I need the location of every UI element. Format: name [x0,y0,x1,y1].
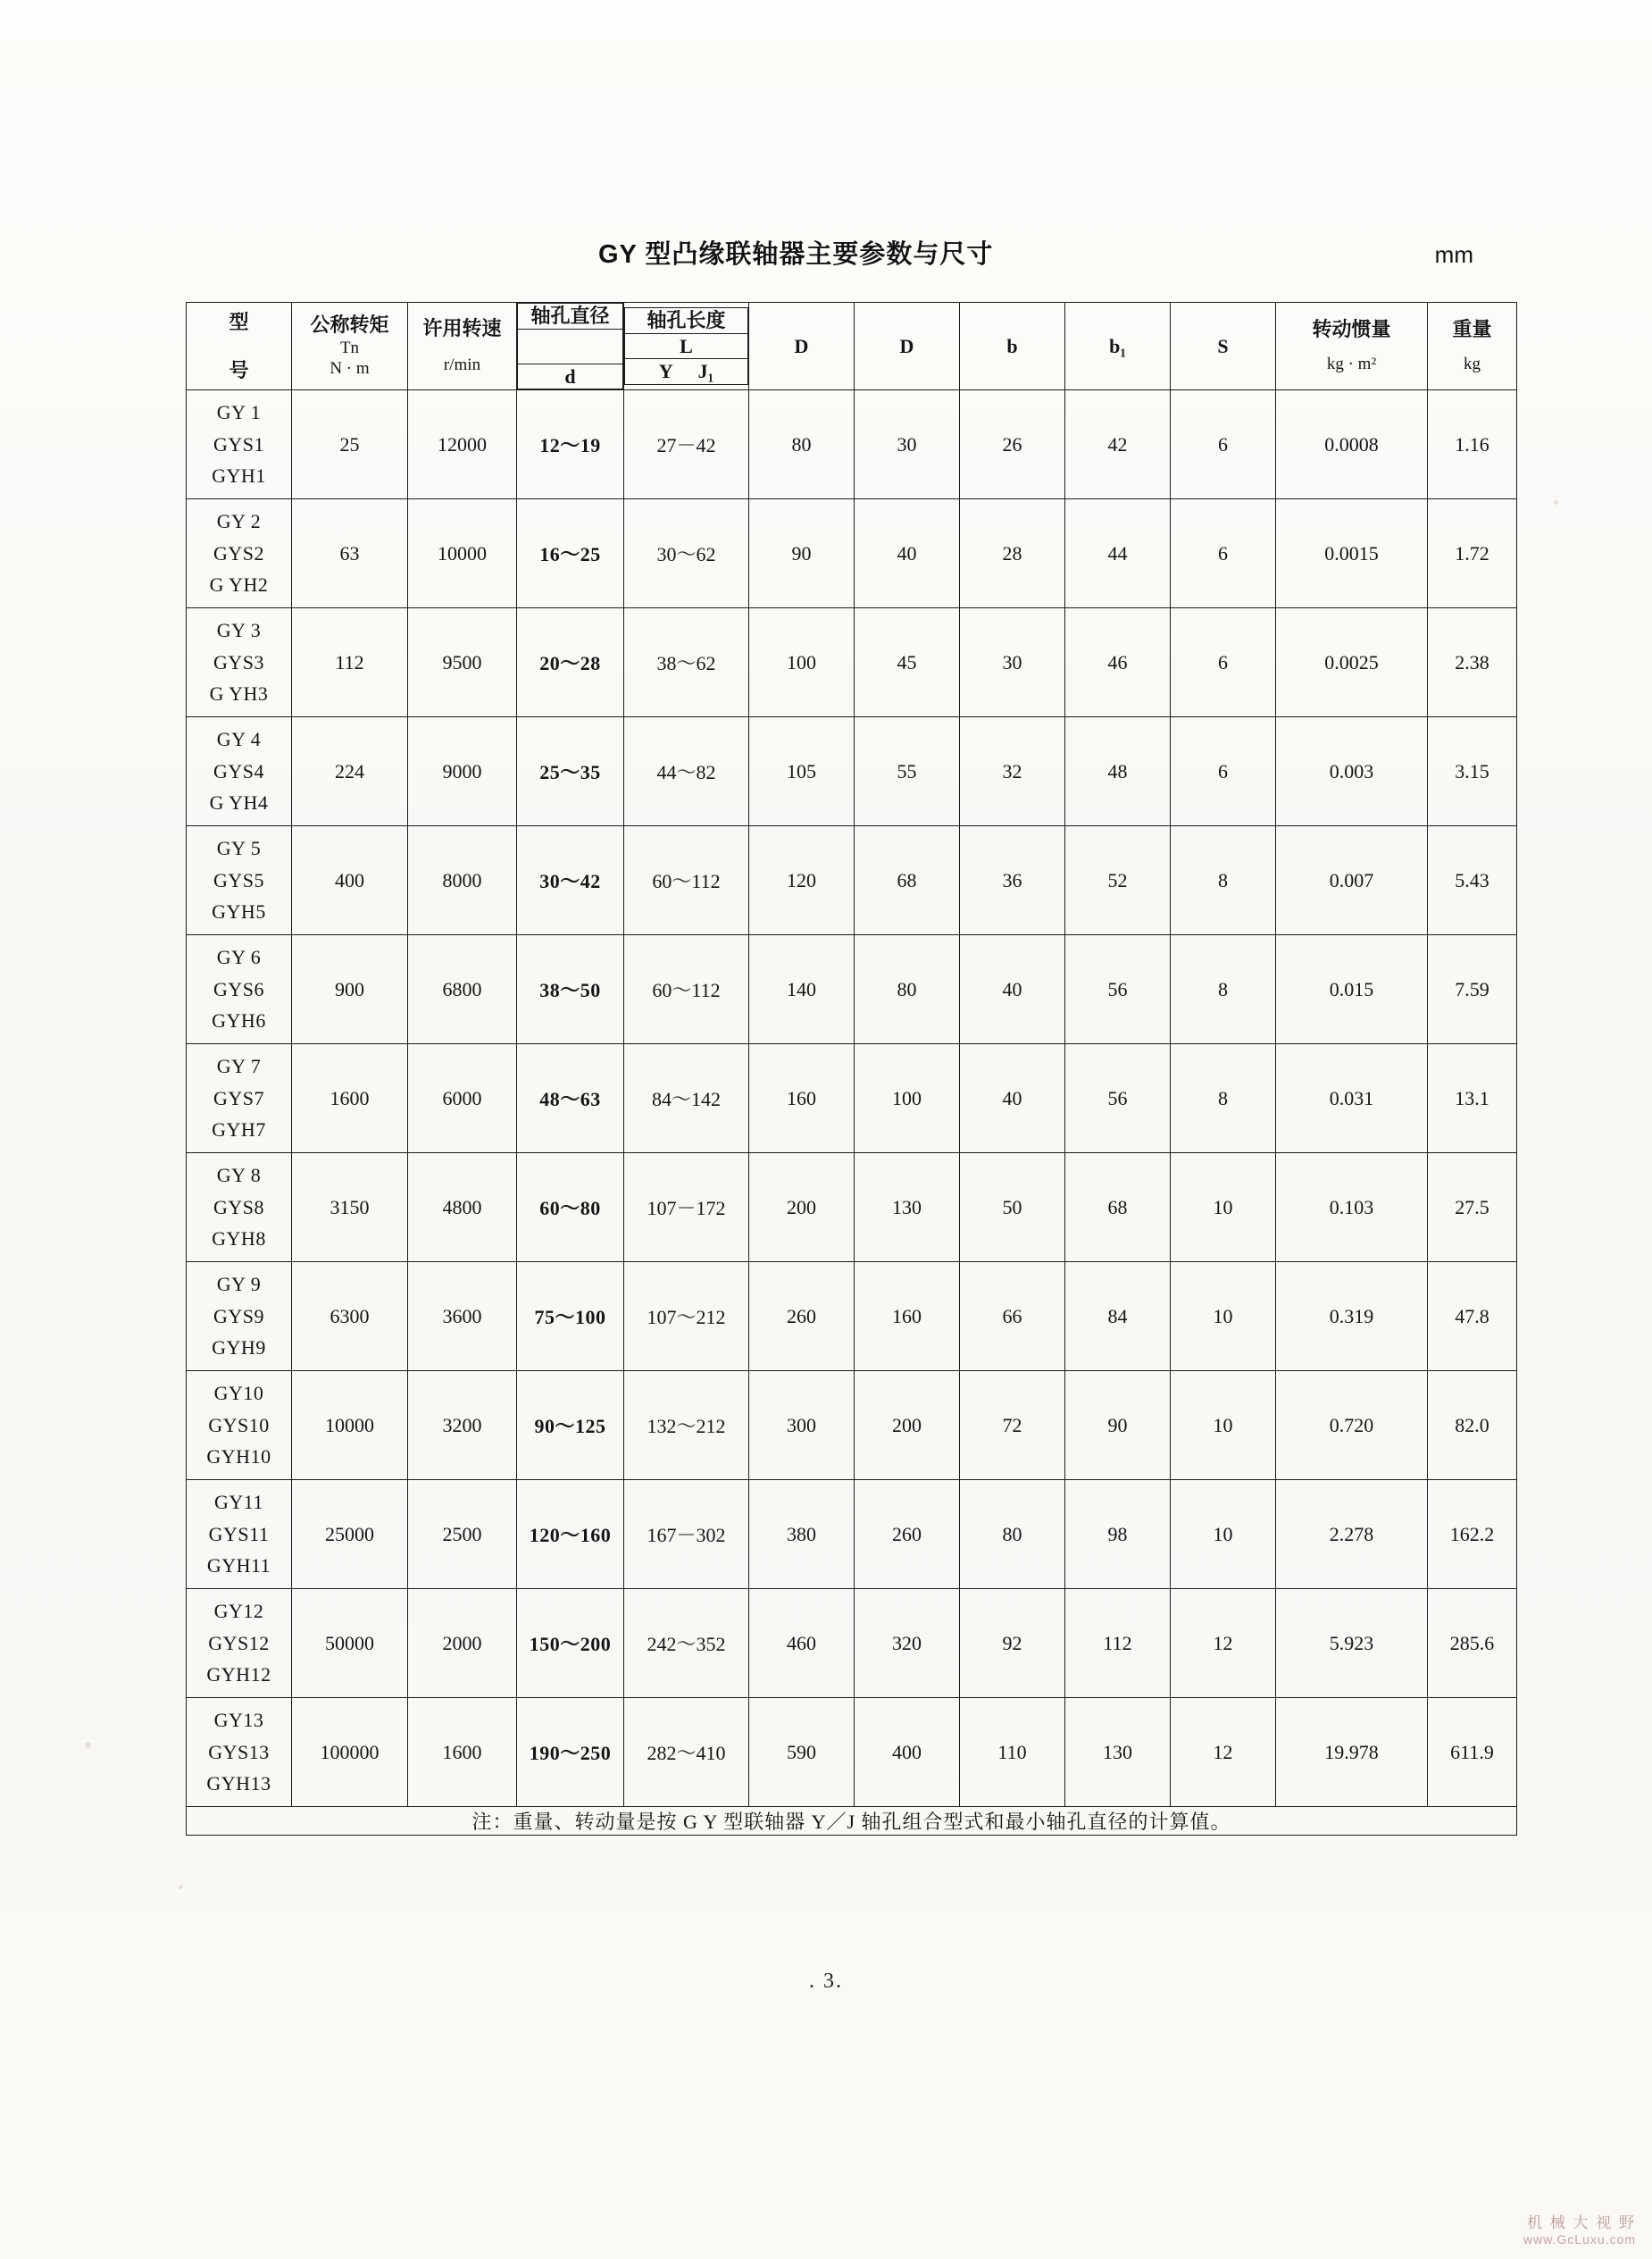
model-code: GYS9 [213,1304,264,1327]
model-code: GY 2 [216,510,262,533]
cell-D1: 260 [855,1480,960,1589]
cell-D: 160 [749,1044,855,1153]
cell-weight: 47.8 [1428,1262,1517,1371]
cell-S: 10 [1171,1153,1276,1262]
cell-weight: 13.1 [1428,1044,1517,1153]
cell-bore-diameter: 12～19 [517,390,624,499]
cell-b1: 56 [1065,1044,1171,1153]
cell-D1: 400 [855,1698,960,1807]
cell-torque: 100000 [292,1698,408,1807]
cell-b1: 112 [1065,1589,1171,1698]
cell-inertia: 19.978 [1276,1698,1428,1807]
model-code: GY 1 [216,401,262,424]
parameters-table [186,302,1517,1836]
cell-b: 66 [960,1262,1065,1371]
cell-models [187,1480,292,1589]
cell-inertia: 0.007 [1276,826,1428,935]
model-code: GYH9 [212,1336,266,1360]
cell-models [187,608,292,717]
cell-D: 300 [749,1371,855,1480]
cell-S: 6 [1171,608,1276,717]
model-code: GYS8 [213,1195,264,1218]
cell-D1: 40 [855,499,960,608]
model-code: GY13 [213,1709,264,1732]
cell-bore-length: 107～212 [624,1262,749,1371]
model-code: GYH8 [212,1227,266,1251]
cell-b1: 48 [1065,717,1171,826]
model-code: G YH3 [209,682,269,706]
cell-weight: 285.6 [1428,1589,1517,1698]
header-bore-length-symbol: L [625,333,748,359]
cell-S: 6 [1171,390,1276,499]
header-weight [1428,303,1517,390]
cell-speed: 8000 [408,826,517,935]
model-code: GYS13 [208,1740,270,1763]
cell-torque: 25000 [292,1480,408,1589]
header-D: D [749,303,855,390]
cell-D: 590 [749,1698,855,1807]
cell-speed: 6800 [408,935,517,1044]
cell-bore-diameter: 48～63 [517,1044,624,1153]
cell-torque: 25 [292,390,408,499]
cell-bore-diameter: 75～100 [517,1262,624,1371]
cell-D: 80 [749,390,855,499]
cell-models [187,1371,292,1480]
cell-bore-diameter: 30～42 [517,826,624,935]
cell-b1: 68 [1065,1153,1171,1262]
cell-S: 8 [1171,935,1276,1044]
model-code: GYS11 [208,1522,270,1545]
cell-b: 110 [960,1698,1065,1807]
model-code: GYS5 [213,868,264,891]
header-speed [408,303,517,390]
table-row [187,1371,1517,1480]
cell-speed: 2500 [408,1480,517,1589]
cell-b: 80 [960,1480,1065,1589]
model-code: GY 9 [216,1273,262,1296]
model-code: GYH12 [206,1663,271,1686]
header-bore-diameter-title: 轴孔直径 [518,304,623,330]
table-header-row [187,303,1517,390]
watermark-line2: www.GcLuxu.com [1523,2231,1636,2246]
cell-D1: 100 [855,1044,960,1153]
table-row [187,717,1517,826]
header-inertia-line1: 转动惯量 [1312,317,1391,340]
model-code: GY 3 [216,619,262,642]
cell-b: 40 [960,1044,1065,1153]
header-torque-line1: 公称转矩 [310,314,389,336]
cell-inertia: 0.003 [1276,717,1428,826]
model-code: GYS1 [213,432,264,456]
cell-bore-length: 132～212 [624,1371,749,1480]
cell-torque: 400 [292,826,408,935]
cell-D1: 55 [855,717,960,826]
cell-weight: 5.43 [1428,826,1517,935]
cell-bore-diameter: 150～200 [517,1589,624,1698]
header-speed-line1: 许用转速 [422,316,502,339]
table-row [187,1589,1517,1698]
model-code: GY 5 [216,837,262,860]
cell-D: 140 [749,935,855,1044]
model-code: GYS2 [213,541,264,565]
cell-b1: 130 [1065,1698,1171,1807]
cell-speed: 2000 [408,1589,517,1698]
header-inertia [1276,303,1428,390]
cell-weight: 82.0 [1428,1371,1517,1480]
cell-S: 6 [1171,499,1276,608]
header-bore-length-variants [625,359,748,385]
cell-bore-diameter: 90～125 [517,1371,624,1480]
cell-inertia: 0.0008 [1276,390,1428,499]
cell-torque: 112 [292,608,408,717]
model-code: GYH5 [212,900,266,924]
cell-bore-diameter: 60～80 [517,1153,624,1262]
cell-D1: 45 [855,608,960,717]
cell-D1: 30 [855,390,960,499]
cell-models [187,499,292,608]
cell-speed: 9000 [408,717,517,826]
cell-bore-length: 60～112 [624,826,749,935]
model-code: GY 4 [216,728,262,751]
cell-speed: 6000 [408,1044,517,1153]
cell-S: 10 [1171,1480,1276,1589]
model-code: GYS3 [213,650,264,674]
cell-torque: 50000 [292,1589,408,1698]
model-code: GY11 [214,1491,263,1514]
cell-inertia: 0.720 [1276,1371,1428,1480]
table-row [187,1044,1517,1153]
cell-inertia: 0.015 [1276,935,1428,1044]
cell-models [187,717,292,826]
cell-S: 8 [1171,1044,1276,1153]
cell-bore-length: 282～410 [624,1698,749,1807]
table-row [187,1153,1517,1262]
cell-bore-length: 84～142 [624,1044,749,1153]
cell-models [187,1153,292,1262]
cell-b1: 42 [1065,390,1171,499]
table-row [187,1480,1517,1589]
cell-D1: 68 [855,826,960,935]
table-row [187,608,1517,717]
model-code: GY12 [213,1600,264,1623]
cell-b1: 46 [1065,608,1171,717]
cell-D1: 130 [855,1153,960,1262]
header-torque-line3: N · m [330,359,370,379]
cell-b: 28 [960,499,1065,608]
cell-inertia: 0.0015 [1276,499,1428,608]
page-title: GY 型凸缘联轴器主要参数与尺寸 [598,240,994,269]
scan-speck [85,1742,91,1748]
cell-inertia: 0.319 [1276,1262,1428,1371]
header-torque [292,303,408,390]
model-code: GYH13 [206,1772,271,1795]
cell-D: 380 [749,1480,855,1589]
cell-b1: 56 [1065,935,1171,1044]
header-type-line2: 号 [229,358,249,381]
cell-bore-length: 30～62 [624,499,749,608]
cell-b1: 98 [1065,1480,1171,1589]
header-b: b [960,303,1065,390]
cell-inertia: 0.0025 [1276,608,1428,717]
cell-models [187,935,292,1044]
cell-bore-length: 60～112 [624,935,749,1044]
page-number: . 3. [809,1970,843,1993]
table-row [187,1698,1517,1807]
header-b1: b₁ [1065,303,1171,390]
cell-bore-length: 27－42 [624,390,749,499]
cell-b: 50 [960,1153,1065,1262]
model-code: GYH1 [212,464,266,488]
watermark-line1: 机 械 大 视 野 [1527,2214,1636,2232]
cell-S: 10 [1171,1371,1276,1480]
header-bore-length [624,303,749,390]
cell-S: 12 [1171,1589,1276,1698]
cell-torque: 63 [292,499,408,608]
cell-torque: 3150 [292,1153,408,1262]
cell-bore-diameter: 16～25 [517,499,624,608]
cell-speed: 3600 [408,1262,517,1371]
header-bore-length-j1: J₁ [697,360,714,383]
cell-S: 6 [1171,717,1276,826]
cell-models [187,826,292,935]
model-code: GY 7 [216,1055,262,1078]
model-code: GYH11 [206,1554,271,1577]
cell-speed: 9500 [408,608,517,717]
model-code: GYS7 [213,1086,264,1109]
cell-b: 36 [960,826,1065,935]
model-code: GY10 [213,1382,264,1405]
cell-D1: 80 [855,935,960,1044]
watermark [1523,2214,1636,2246]
cell-weight: 611.9 [1428,1698,1517,1807]
cell-bore-length: 44～82 [624,717,749,826]
cell-bore-diameter: 38～50 [517,935,624,1044]
cell-D1: 160 [855,1262,960,1371]
header-type [187,303,292,390]
header-weight-line1: 重量 [1452,317,1492,340]
title-row [161,234,1527,271]
cell-D: 100 [749,608,855,717]
model-code: GYH7 [212,1118,266,1142]
cell-inertia: 0.103 [1276,1153,1428,1262]
cell-models [187,1044,292,1153]
cell-D1: 320 [855,1589,960,1698]
cell-inertia: 2.278 [1276,1480,1428,1589]
cell-torque: 900 [292,935,408,1044]
cell-speed: 1600 [408,1698,517,1807]
header-bore-diameter-symbol: d [518,364,623,389]
cell-b1: 90 [1065,1371,1171,1480]
table-row [187,1262,1517,1371]
cell-bore-length: 167－302 [624,1480,749,1589]
cell-weight: 27.5 [1428,1153,1517,1262]
header-speed-line2: r/min [443,356,481,375]
model-code: GYS4 [213,759,264,782]
cell-S: 8 [1171,826,1276,935]
cell-S: 12 [1171,1698,1276,1807]
model-code: G YH2 [209,573,269,597]
cell-speed: 10000 [408,499,517,608]
cell-D: 120 [749,826,855,935]
cell-bore-length: 38～62 [624,608,749,717]
scan-speck [1554,500,1558,505]
table-note: 注：重量、转动量是按 G Y 型联轴器 Y／J 轴孔组合型式和最小轴孔直径的计算值。 [187,1807,1517,1836]
cell-inertia: 0.031 [1276,1044,1428,1153]
cell-bore-length: 242～352 [624,1589,749,1698]
cell-speed: 4800 [408,1153,517,1262]
cell-speed: 12000 [408,390,517,499]
model-code: GYS10 [208,1413,270,1436]
header-weight-line2: kg [1464,355,1481,374]
table-row [187,935,1517,1044]
cell-models [187,1262,292,1371]
cell-weight: 3.15 [1428,717,1517,826]
table-row [187,390,1517,499]
cell-bore-diameter: 25～35 [517,717,624,826]
cell-b: 40 [960,935,1065,1044]
header-D1: D [855,303,960,390]
model-code: GYS12 [208,1631,270,1654]
cell-D: 260 [749,1262,855,1371]
cell-D: 90 [749,499,855,608]
table-row [187,826,1517,935]
cell-D: 460 [749,1589,855,1698]
cell-weight: 2.38 [1428,608,1517,717]
table-note-row [187,1807,1517,1836]
cell-models [187,1589,292,1698]
cell-b1: 52 [1065,826,1171,935]
header-bore-diameter [517,303,624,390]
scan-speck [179,1885,183,1889]
header-S: S [1171,303,1276,390]
cell-bore-diameter: 120～160 [517,1480,624,1589]
model-code: GY 6 [216,946,262,969]
unit-label: mm [1434,241,1473,268]
cell-models [187,1698,292,1807]
cell-weight: 1.72 [1428,499,1517,608]
cell-weight: 1.16 [1428,390,1517,499]
cell-b1: 84 [1065,1262,1171,1371]
cell-bore-diameter: 190～250 [517,1698,624,1807]
header-type-line1: 型 [229,311,249,333]
cell-inertia: 5.923 [1276,1589,1428,1698]
model-code: GYS6 [213,977,264,1000]
model-code: G YH4 [209,791,269,815]
cell-D: 200 [749,1153,855,1262]
cell-D: 105 [749,717,855,826]
cell-b: 26 [960,390,1065,499]
cell-S: 10 [1171,1262,1276,1371]
cell-models [187,390,292,499]
cell-speed: 3200 [408,1371,517,1480]
cell-weight: 7.59 [1428,935,1517,1044]
header-inertia-line2: kg · m² [1326,355,1377,374]
cell-D1: 200 [855,1371,960,1480]
cell-torque: 1600 [292,1044,408,1153]
model-code: GYH6 [212,1009,266,1033]
cell-bore-length: 107－172 [624,1153,749,1262]
cell-weight: 162.2 [1428,1480,1517,1589]
cell-b: 92 [960,1589,1065,1698]
model-code: GYH10 [206,1445,271,1468]
cell-torque: 6300 [292,1262,408,1371]
cell-b: 30 [960,608,1065,717]
cell-b: 32 [960,717,1065,826]
cell-b: 72 [960,1371,1065,1480]
cell-torque: 10000 [292,1371,408,1480]
header-bore-length-y: Y [658,360,673,383]
model-code: GY 8 [216,1164,262,1187]
header-bore-length-title: 轴孔长度 [625,308,748,334]
table-row [187,499,1517,608]
cell-torque: 224 [292,717,408,826]
cell-b1: 44 [1065,499,1171,608]
cell-bore-diameter: 20～28 [517,608,624,717]
header-torque-line2: Tn [339,338,360,357]
